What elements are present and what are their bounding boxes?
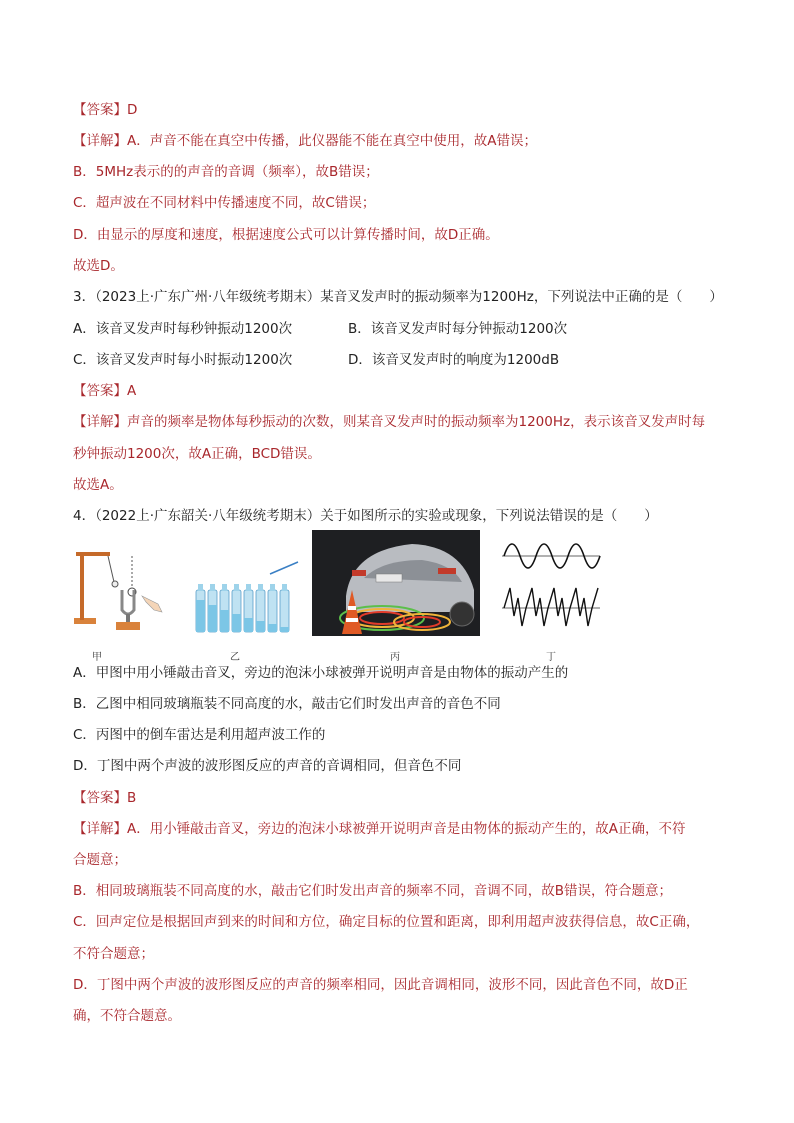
detail-text: 声音的频率是物体每秒振动的次数，则某音叉发声时的振动频率为1200Hz，表示该音叉发声时每 — [127, 414, 706, 430]
detail-line-q4-a2: 合题意； — [73, 852, 127, 868]
answer-value: B — [127, 790, 137, 806]
figure-row — [70, 530, 610, 663]
glass-bottles-figure — [192, 560, 302, 640]
answer-value: D — [127, 102, 138, 118]
answer-line-q2 — [73, 101, 137, 119]
q3-option-a: A．该音叉发声时每秒钟振动1200次 — [73, 321, 293, 337]
detail-line-q4-a — [73, 820, 685, 838]
answer-tag: 【答案】 — [73, 102, 127, 118]
detail-line-q4-d: D．丁图中两个声波的波形图反应的声音的频率相同，因此音调相同，波形不同，因此音色不同，故D正 — [73, 977, 688, 993]
q3-option-b: B．该音叉发声时每分钟振动1200次 — [348, 321, 568, 337]
q3-option-d: D．该音叉发声时的响度为1200dB — [348, 352, 560, 368]
answer-value: A — [127, 383, 137, 399]
detail-line-q2-d: D．由显示的厚度和速度，根据速度公式可以计算传播时间，故D正确。 — [73, 227, 499, 243]
q3-option-c: C．该音叉发声时每小时振动1200次 — [73, 352, 293, 368]
detail-line-q2-b: B．5MHz表示的的声音的音调（频率），故B错误； — [73, 164, 379, 180]
q4-option-a: A．甲图中用小锤敲击音叉，旁边的泡沫小球被弹开说明声音是由物体的振动产生的 — [73, 665, 569, 681]
detail-line-q3 — [73, 413, 705, 431]
question-3-stem: 3．（2023上·广东广州·八年级统考期末）某音叉发声时的振动频率为1200Hz，下列说法中正确的是（ ） — [73, 289, 723, 305]
answer-tag: 【答案】 — [73, 383, 127, 399]
detail-tag: 【详解】 — [73, 821, 127, 837]
question-4-stem: 4．（2022上·广东韶关·八年级统考期末）关于如图所示的实验或现象，下列说法错误的是（ ） — [73, 508, 658, 524]
detail-line-q4-c2: 不符合题意； — [73, 946, 154, 962]
detail-line-q4-d2: 确，不符合题意。 — [73, 1008, 181, 1024]
conclusion-q3: 故选A。 — [73, 477, 123, 493]
detail-line-q3-b: 秒钟振动1200次，故A正确，BCD错误。 — [73, 446, 321, 462]
detail-tag: 【详解】 — [73, 414, 127, 430]
answer-tag: 【答案】 — [73, 790, 127, 806]
detail-line-q4-c: C．回声定位是根据回声到来的时间和方位，确定目标的位置和距离，即利用超声波获得信息，故C正确， — [73, 914, 700, 930]
caption-ding: 丁 — [546, 652, 556, 663]
waveform-figure — [498, 536, 604, 640]
q4-option-d: D．丁图中两个声波的波形图反应的声音的音调相同，但音色不同 — [73, 758, 462, 774]
detail-line-q4-b: B．相同玻璃瓶装不同高度的水，敲击它们时发出声音的频率不同，音调不同，故B错误，符合题意； — [73, 883, 673, 899]
detail-line-q2-c: C．超声波在不同材料中传播速度不同，故C错误； — [73, 195, 376, 211]
detail-text: A．声音不能在真空中传播，此仪器能不能在真空中使用，故A错误； — [127, 133, 537, 149]
detail-line-q2 — [73, 132, 537, 150]
caption-yi: 乙 — [230, 652, 240, 663]
detail-text: A．用小锤敲击音叉，旁边的泡沫小球被弹开说明声音是由物体的振动产生的，故A正确，不符 — [127, 821, 686, 837]
caption-bing: 丙 — [390, 652, 400, 663]
q4-option-b: B．乙图中相同玻璃瓶装不同高度的水，敲击它们时发出声音的音色不同 — [73, 696, 501, 712]
tuning-fork-figure — [70, 530, 180, 640]
car-radar-figure — [312, 530, 480, 636]
q4-option-c: C．丙图中的倒车雷达是利用超声波工作的 — [73, 727, 326, 743]
detail-tag: 【详解】 — [73, 133, 127, 149]
answer-line-q4 — [73, 789, 136, 807]
caption-jia: 甲 — [92, 652, 102, 663]
answer-line-q3 — [73, 382, 136, 400]
conclusion-q2: 故选D。 — [73, 258, 124, 274]
